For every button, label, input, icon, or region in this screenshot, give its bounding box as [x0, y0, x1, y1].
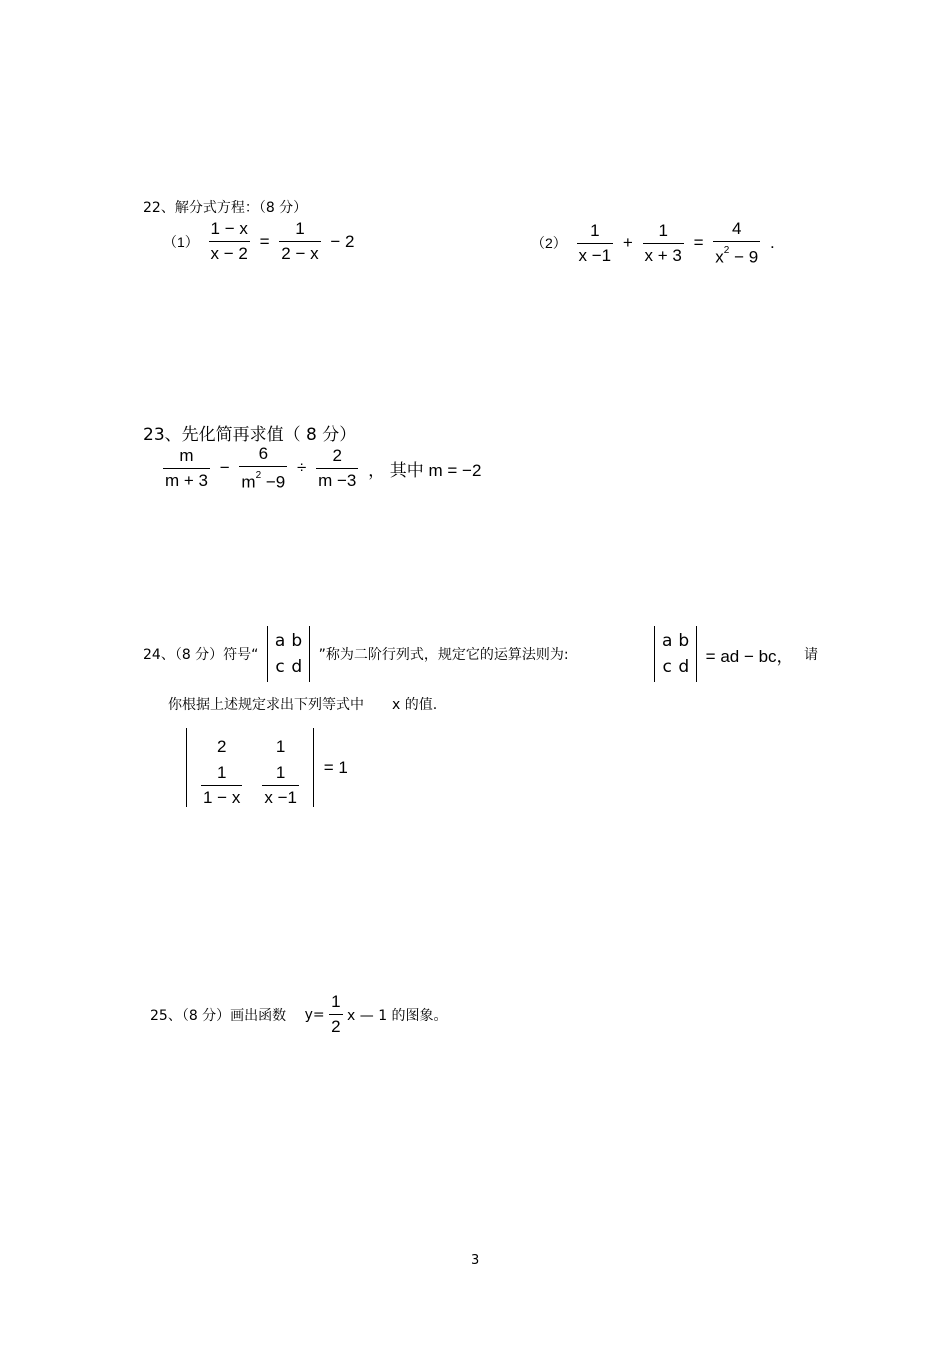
- exponent: 2: [255, 470, 262, 481]
- q23-title: 23、先化简再求值（ 8 分）: [143, 425, 357, 445]
- det-d: d: [678, 657, 690, 677]
- q22-p1-rhs-fraction: [279, 220, 320, 263]
- det-a: a: [274, 631, 286, 651]
- det-b: b: [291, 631, 303, 651]
- base: x: [715, 247, 724, 267]
- cell-r1c2: 1: [275, 737, 286, 756]
- q22-title: 22、解分式方程：（8 分）: [143, 200, 308, 216]
- cell-r1c1: 2: [216, 737, 227, 756]
- q25-fraction: [329, 993, 342, 1036]
- q24-equation: [186, 728, 353, 807]
- q24-line2-a: 你根据上述规定求出下列等式中: [168, 697, 364, 713]
- q23-condition: ， 其中 m = −2: [368, 460, 482, 480]
- q23-term1: [163, 447, 210, 490]
- cell-r2c1: [191, 760, 252, 807]
- numerator: 1: [275, 763, 286, 782]
- q23-term3: [316, 447, 358, 490]
- det-b: b: [678, 631, 690, 651]
- division-sign: ÷: [296, 458, 307, 478]
- q22-part2-label: （2）: [531, 235, 567, 252]
- q24-qing: 请: [804, 647, 819, 663]
- fraction: [201, 764, 242, 807]
- denominator: x −1: [262, 785, 299, 807]
- minus-sign: −: [219, 458, 230, 478]
- numerator: 1: [331, 992, 341, 1011]
- q23-expression: [163, 445, 486, 492]
- q22-part1: [158, 220, 359, 263]
- q24-equation-determinant: [186, 728, 314, 807]
- q24-line1: [143, 626, 569, 682]
- denominator: 2: [329, 1014, 342, 1036]
- q24-determinant-symbol: [267, 626, 310, 682]
- numerator: 1: [295, 219, 305, 238]
- fraction: [262, 764, 299, 807]
- minus-two: − 2: [330, 231, 355, 251]
- q25-tail: x — 1 的图象。: [347, 1007, 448, 1024]
- tail: − 9: [729, 247, 759, 267]
- numerator: 6: [258, 444, 269, 463]
- denominator: 2 − x: [279, 241, 320, 263]
- numerator: 1: [590, 220, 600, 240]
- numerator: 2: [332, 445, 342, 465]
- q24-prefix: 24、（8 分）符号“: [143, 647, 259, 663]
- equals-sign: =: [259, 231, 270, 251]
- q24-rule-determinant: [654, 626, 697, 682]
- q24-rule-text: = ad − bc，: [705, 646, 794, 666]
- equals-sign: =: [693, 233, 704, 253]
- denominator: [713, 241, 760, 267]
- q24-line2-b: x 的值.: [392, 697, 438, 713]
- det-a: a: [662, 631, 673, 651]
- page-number: 3: [471, 1253, 480, 1268]
- q24-line2: [168, 694, 437, 714]
- det-c: c: [275, 657, 285, 677]
- exponent: 2: [723, 245, 730, 256]
- q24-rule: [654, 626, 818, 682]
- q22-p2-term2: [643, 222, 684, 265]
- det-c: c: [662, 657, 672, 677]
- numerator: 1: [216, 763, 227, 782]
- det-d: d: [291, 657, 303, 677]
- denominator: m + 3: [163, 468, 210, 490]
- denominator: m −3: [316, 468, 358, 490]
- cell-r2c2: [252, 760, 309, 807]
- tail: −9: [261, 472, 286, 492]
- q22-part1-label: （1）: [163, 233, 199, 250]
- denominator: 1 − x: [201, 785, 242, 807]
- q22-p2-rhs: [713, 220, 760, 267]
- q22-part2: [526, 220, 780, 267]
- q24-equation-rhs: = 1: [323, 757, 348, 777]
- numerator: 1 − x: [210, 219, 248, 238]
- numerator: 1: [658, 220, 668, 240]
- q25-line: [150, 993, 448, 1036]
- denominator: x + 3: [643, 243, 684, 265]
- base: m: [241, 472, 256, 492]
- q25-prefix: 25、（8 分）画出函数: [150, 1007, 287, 1024]
- plus-sign: +: [622, 233, 633, 253]
- numerator: m: [179, 445, 194, 465]
- period: .: [769, 233, 775, 253]
- q24-mid: ”称为二阶行列式，规定它的运算法则为:: [318, 647, 569, 663]
- q22-p2-term1: [577, 222, 614, 265]
- denominator: x − 2: [209, 241, 250, 263]
- q25-y: y=: [304, 1006, 325, 1023]
- denominator: x −1: [577, 243, 614, 265]
- q23-term2: [239, 445, 287, 492]
- numerator: 4: [732, 219, 742, 238]
- denominator: [239, 466, 287, 492]
- q22-p1-lhs-fraction: [209, 220, 250, 263]
